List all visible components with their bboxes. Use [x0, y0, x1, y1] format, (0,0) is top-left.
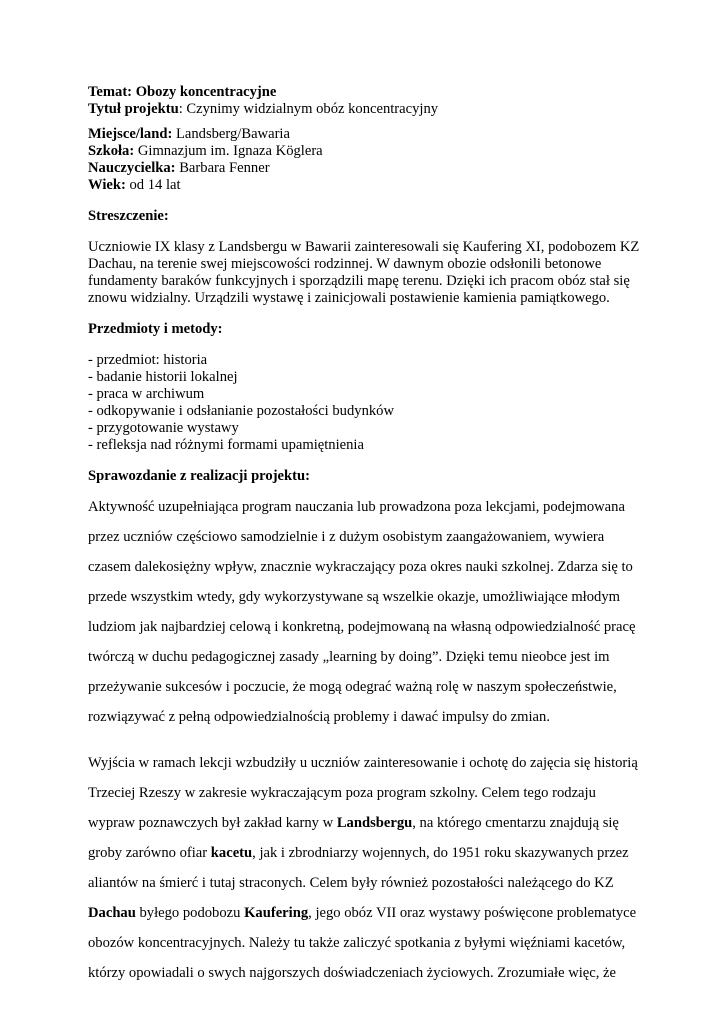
age-line — [88, 177, 648, 194]
school-line — [88, 143, 648, 160]
report-line: Trzeciej Rzeszy w zakresie wykraczającym poza program szkolny. Celem tego rodzaju — [88, 785, 596, 801]
text-run: , jak i zbrodniarzy wojennych, do 1951 roku skazywanych przez — [252, 845, 629, 861]
summary-heading: Streszczenie: — [88, 208, 169, 224]
report-line — [88, 898, 648, 928]
summary-line: Uczniowie IX klasy z Landsbergu w Bawarii zainteresowali się Kaufering XI, podobozem KZ — [88, 239, 640, 255]
report-paragraph-1 — [88, 492, 648, 732]
topic-line — [88, 84, 648, 101]
emphasis-kacet: kacetu — [210, 845, 253, 861]
spacer — [88, 485, 648, 492]
summary-line: Dachau, na terenie swej miejscowości rodzinnej. W dawnym obozie odsłonili betonowe — [88, 256, 602, 272]
place-value: Landsberg/Bawaria — [172, 126, 290, 142]
list-item: - praca w archiwum — [88, 386, 205, 402]
report-line: przede wszystkim wtedy, gdy wykorzystywane są wszelkie okazje, umożliwiające młodym — [88, 589, 620, 605]
text-run: byłego podobozu — [135, 905, 245, 921]
methods-list — [88, 352, 648, 454]
text-run: , na którego cmentarzu znajdują się — [412, 815, 619, 831]
list-item: - przygotowanie wystawy — [88, 420, 239, 436]
report-line — [88, 838, 648, 868]
emphasis-landsberg: Landsbergu — [336, 815, 413, 831]
report-line: którzy opowiadali o swych najgorszych doświadczeniach życiowych. Zrozumiałe więc, że — [88, 965, 617, 981]
school-label: Szkoła: — [88, 143, 135, 159]
spacer — [88, 454, 648, 468]
report-line: aliantów na śmierć i tutaj straconych. Celem były również pozostałości należącego do KZ — [88, 875, 614, 891]
spacer — [88, 118, 648, 126]
topic-value: Obozy koncentracyjne — [135, 84, 277, 100]
summary-paragraph — [88, 239, 648, 307]
place-line — [88, 126, 648, 143]
teacher-label: Nauczycielka: — [88, 160, 176, 176]
age-label: Wiek: — [88, 177, 126, 193]
teacher-line — [88, 160, 648, 177]
list-item: - odkopywanie i odsłanianie pozostałości budynków — [88, 403, 395, 419]
emphasis-kaufering: Kaufering — [244, 905, 309, 921]
text-run: , jego obóz VII oraz wystawy poświęcone problematyce — [308, 905, 637, 921]
list-item: - refleksja nad różnymi formami upamiętnienia — [88, 437, 364, 453]
teacher-value: Barbara Fenner — [175, 160, 270, 176]
report-line: przez uczniów częściowo samodzielnie i z dużym osobistym zaangażowaniem, wywiera — [88, 529, 605, 545]
summary-line: znowu widzialny. Urządzili wystawę i zainicjowali postawienie kamienia pamiątkowego. — [88, 290, 610, 306]
spacer — [88, 225, 648, 239]
spacer — [88, 194, 648, 208]
topic-label: Temat: — [88, 84, 133, 100]
report-line: przeżywanie sukcesów i poczucie, że mogą odegrać ważną rolę w naszym społeczeństwie, — [88, 679, 617, 695]
report-line: twórczą w duchu pedagogicznej zasady „learning by doing”. Dzięki temu nieobce jest im — [88, 649, 610, 665]
report-line — [88, 808, 648, 838]
report-heading: Sprawozdanie z realizacji projektu: — [88, 468, 310, 484]
spacer — [88, 732, 648, 748]
report-line: czasem dalekosiężny wpływ, znacznie wykraczający poza okres nauki szkolnej. Zdarza się to — [88, 559, 633, 575]
report-paragraph-2 — [88, 748, 648, 988]
list-item: - badanie historii lokalnej — [88, 369, 238, 385]
document-page — [88, 84, 648, 988]
place-label: Miejsce/land: — [88, 126, 173, 142]
report-line: Wyjścia w ramach lekcji wzbudziły u uczniów zainteresowanie i ochotę do zajęcia się historią — [88, 755, 638, 771]
text-run: wypraw poznawczych był zakład karny w — [88, 815, 337, 831]
age-value: od 14 lat — [125, 177, 181, 193]
emphasis-dachau: Dachau — [88, 905, 136, 921]
spacer — [88, 307, 648, 321]
project-title-label: Tytuł projektu — [88, 101, 179, 117]
list-item: - przedmiot: historia — [88, 352, 208, 368]
school-value: Gimnazjum im. Ignaza Köglera — [134, 143, 323, 159]
report-line: Aktywność uzupełniająca program nauczania lub prowadzona poza lekcjami, podejmowana — [88, 499, 625, 515]
methods-heading: Przedmioty i metody: — [88, 321, 223, 337]
spacer — [88, 338, 648, 352]
report-line: ludziom jak najbardziej celową i konkretną, podejmowaną na własną odpowiedzialność pracę — [88, 619, 636, 635]
report-line: obozów koncentracyjnych. Należy tu także zaliczyć spotkania z byłymi więźniami kacetów, — [88, 935, 626, 951]
report-line: rozwiązywać z pełną odpowiedzialnością problemy i dawać impulsy do zmian. — [88, 709, 550, 725]
summary-line: fundamenty baraków funkcyjnych i sporządzili mapę terenu. Dzięki ich pracom obóz stał się — [88, 273, 630, 289]
text-run: groby zarówno ofiar — [88, 845, 211, 861]
project-title-line — [88, 101, 648, 118]
project-title-value: : Czynimy widzialnym obóz koncentracyjny — [178, 101, 439, 117]
